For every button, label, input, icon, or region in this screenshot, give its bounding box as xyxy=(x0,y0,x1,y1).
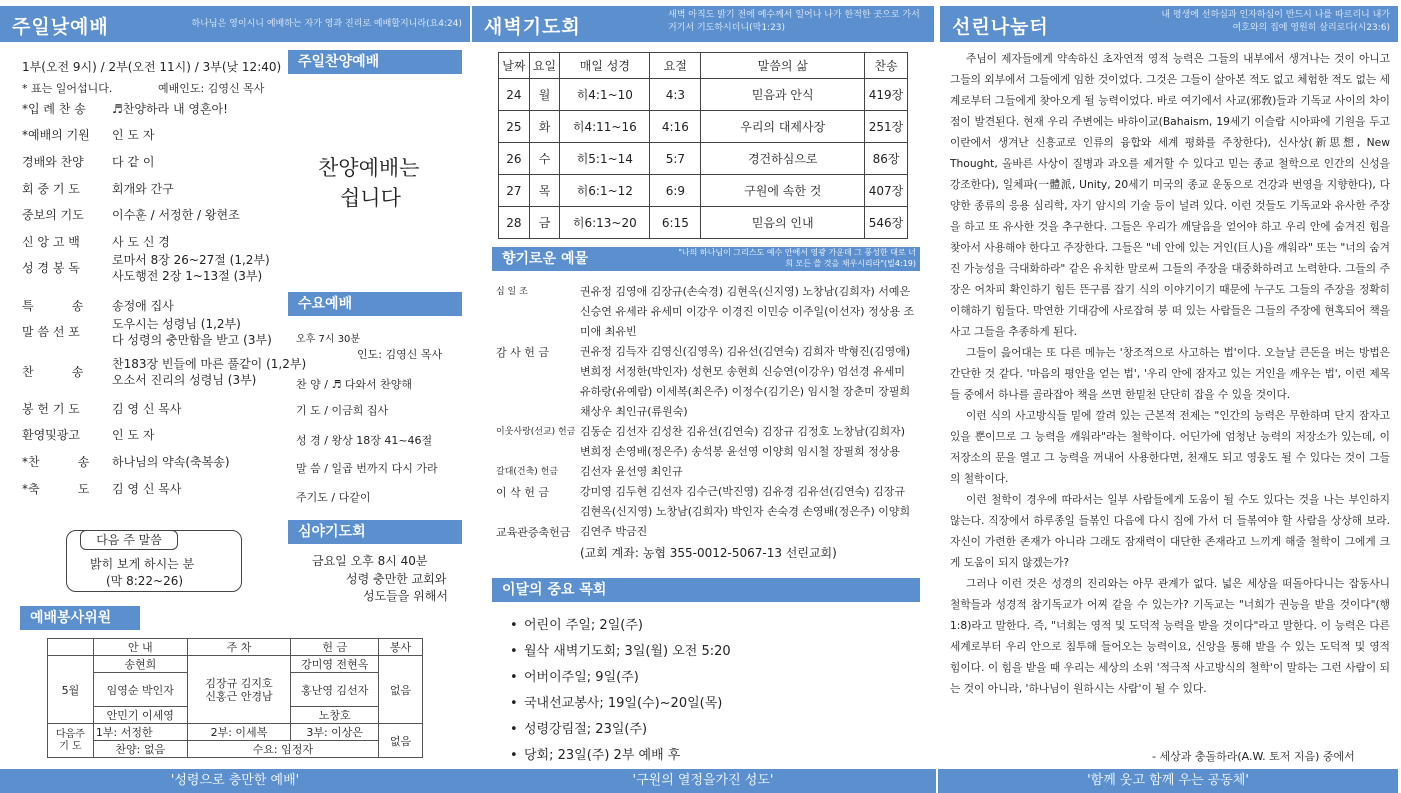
dawn-table-cell: 금 xyxy=(529,207,560,239)
committee-service: 없음 xyxy=(379,656,423,724)
night-prayer-line-3: 성도들을 위해서 xyxy=(363,589,448,603)
dawn-table-row xyxy=(499,79,908,111)
offering-label: 이웃사랑(선교) 헌금 xyxy=(496,427,576,437)
committee-guide-1: 송현희 xyxy=(93,656,187,673)
offering-names: 권유정 김영애 김장규(손숙경) 김현옥(신지영) 노창남(김희자) 서예은 신승연 유세라 유세미 이강우 이경진 이민승 이주일(이선자) 정상용 조미애 최유빈 xyxy=(580,285,915,338)
dawn-col-day: 요일 xyxy=(529,53,560,79)
essay-paragraph: 이런 식의 사고방식들 밑에 깔려 있는 근본적 전제는 "인간의 능력은 무한하며 단지 잠자고 있을 뿐이므로 그 능력을 깨워라"라는 철학이다. 어딘가에 엄청난 능력의 저장소가 있는데, 이 저장소의 문을 열고 그 능력을 꺼내어 사용한다면, 천재도 되고 영웅도 될 수 있다는 것이 그들의 철학이다. xyxy=(950,409,1390,485)
dawn-table-row xyxy=(499,111,908,143)
monthly-event-text: 어버이주일; 9일(주) xyxy=(524,670,639,685)
offering-verse: "나의 하나님이 그리스도 예수 안에서 영광 가운데 그 풍성한 대로 너희 모든 쓸 것을 채우시리라"(빌4:19) xyxy=(678,248,916,268)
dawn-prayer-verse: 새벽 아직도 밝기 전에 예수께서 일어나 나가 한적한 곳으로 가서 거기서 기도하시더니(막1:23) xyxy=(668,10,920,33)
dawn-table-cell: 월 xyxy=(529,79,560,111)
sunday-service-header xyxy=(0,6,470,42)
monthly-event-item xyxy=(510,744,680,763)
monthly-event-item xyxy=(510,640,731,659)
dawn-col-theme: 말씀의 삶 xyxy=(701,53,865,79)
dawn-table-cell: 5:7 xyxy=(650,143,701,175)
dawn-table-body xyxy=(499,79,908,239)
dawn-schedule-table xyxy=(498,52,908,239)
offering-label: 감 사 헌 금 xyxy=(496,346,549,359)
committee-offering-3: 노창호 xyxy=(291,707,379,724)
bullet-icon: • xyxy=(510,618,518,633)
night-prayer-line-2: 성령 충만한 교회와 xyxy=(346,572,447,586)
order-item-value: ♬찬양하라 내 영혼아! xyxy=(112,102,228,116)
dawn-col-reading: 매일 성경 xyxy=(560,53,650,79)
dawn-table-cell: 419장 xyxy=(865,79,908,111)
committee-header-parking: 주 차 xyxy=(187,639,291,656)
order-item-label: 중보의 기도 xyxy=(22,208,84,222)
monthly-event-item xyxy=(510,692,722,711)
next-week-sermon: 밝히 보게 하시는 분 xyxy=(90,557,195,571)
next-week-passage: (막 8:22~26) xyxy=(106,574,184,588)
dawn-table-cell: 28 xyxy=(499,207,530,239)
monthly-event-text: 어린이 주일; 2일(주) xyxy=(524,618,643,633)
committee-next-wed: 수요: 임정자 xyxy=(187,741,378,758)
committee-header-guide: 안 내 xyxy=(93,639,187,656)
wednesday-item: 찬 양 / ♬ 다와서 찬양해 xyxy=(296,378,413,391)
committee-guide-2: 임영순 박인자 xyxy=(93,673,187,707)
monthly-event-item xyxy=(510,666,639,685)
order-item-label: 신 앙 고 백 xyxy=(22,235,80,249)
order-item-value: 도우시는 성령님 (1,2부) xyxy=(112,317,241,331)
order-item-label: *축 도 xyxy=(22,482,90,496)
committee-parking: 김장규 김지호 신홍근 안경남 xyxy=(187,656,291,724)
offering-title: 향기로운 예물 xyxy=(502,251,589,267)
committee-offering-1: 강미영 전현옥 xyxy=(291,656,379,673)
dawn-table-cell: 히4:11~16 xyxy=(560,111,650,143)
dawn-table-cell: 26 xyxy=(499,143,530,175)
dawn-table-cell: 구원에 속한 것 xyxy=(701,175,865,207)
order-item-value: 김 영 신 목사 xyxy=(112,402,182,416)
footer-column-3: '함께 웃고 함께 우는 공동체' xyxy=(938,769,1398,793)
dawn-table-cell: 86장 xyxy=(865,143,908,175)
order-item-label: *예배의 기원 xyxy=(22,128,90,142)
bullet-icon: • xyxy=(510,722,518,737)
offering-label: 갈대(건축) 헌금 xyxy=(496,467,559,477)
dawn-table-cell: 화 xyxy=(529,111,560,143)
offering-names: 김선자 윤선영 최인규 xyxy=(580,465,683,478)
dawn-col-verse: 요절 xyxy=(650,53,701,79)
service-times: 1부(오전 9시) / 2부(오전 11시) / 3부(낮 12:40) xyxy=(22,60,282,74)
order-item-value-2: 다 성령의 충만함을 받고 (3부) xyxy=(112,333,272,347)
dawn-table-cell: 546장 xyxy=(865,207,908,239)
order-item-label: 봉 헌 기 도 xyxy=(22,402,80,416)
order-item-label: *입 례 찬 송 xyxy=(22,102,86,116)
sharing-header xyxy=(940,6,1398,42)
dawn-table-cell: 수 xyxy=(529,143,560,175)
offering-names: 김연주 박금진 xyxy=(580,525,648,538)
offering-names: 김동순 김선자 김성찬 김유선(김연숙) 김장규 김정호 노창남(김희자) 변희정 손영배(정은주) 송석봉 윤선영 이양희 임시철 장필희 정상용 xyxy=(580,425,906,458)
wednesday-item: 기 도 / 이금희 집사 xyxy=(296,404,389,417)
order-item-label: 말 씀 선 포 xyxy=(22,325,80,339)
order-item-value: 회개와 간구 xyxy=(112,182,174,196)
next-week-title: 다음 주 말씀 xyxy=(80,530,178,550)
order-item-value-2: 오소서 진리의 성령님 (3부) xyxy=(112,373,257,387)
offering-label: 이 삭 헌 금 xyxy=(496,486,549,499)
dawn-table-cell: 25 xyxy=(499,111,530,143)
monthly-event-item xyxy=(510,718,647,737)
order-item-value: 이수훈 / 서정한 / 왕현조 xyxy=(112,208,240,222)
offering-names: 강미영 김두현 김선자 김수근(박진영) 김유경 김유선(김연숙) 김장규 김현옥(신지영) 노창남(김희자) 박인자 손숙경 손영배(정은주) 이양희 xyxy=(580,485,911,518)
order-item-label: *찬 송 xyxy=(22,455,90,469)
order-item-value: 인 도 자 xyxy=(112,128,155,142)
dawn-table-cell: 믿음의 인내 xyxy=(701,207,865,239)
wednesday-leader: 인도: 김영신 목사 xyxy=(357,348,443,361)
order-item-label: 찬 송 xyxy=(22,365,84,379)
essay-paragraph: 주님이 제자들에게 약속하신 초자연적 영적 능력은 그들의 내부에서 생겨나는 것이 아니고 그들의 외부에서 그들에게 임한 것이었다. 그것은 그들이 살아본 적도 없고 체험한 적도 없는 세계로부터 그들에게 찾아오게 될 능력이었다. 바로 여기에서 사교(邪敎)들과 기독교 사이의 차이점이 발견된다. 현재 우리 주변에는 바하이교(Bahaism, 19세기 이슬람 시아파에 기원을 두고 이란에서 생겨난 신흥교로 인류의 융합와 세계 평화를 주창한다), 신사상(新思想, New Thought, 올바른 사상이 질병과 과오를 제거할 수 있다고 믿는 종교 철학으로 인간의 신성을 강조한다), 일체파(一體派, Unity, 20세기 미국의 종교 운동으로 건강과 번영을 지향한다), 다양한 종류의 응용 심리학, 자기 암시의 기술 등이 널려 있다. 이런 것들도 기독교와 유사한 주장을 하고 또 유사한 것을 추구한다. 그들은 우리가 깨달음을 얻어야 하고 우리 안에 숨겨진 힘을 찾아서 사용해야 한다고 주장한다. 그들은 "네 안에 있는 거인(巨人)을 깨워라" 또는 "너의 숨겨진 가능성을 극대화하라" 같은 유치한 말로써 그들의 주장을 대중화하려고 노력한다. 그들의 주장은 어차피 확인하기 힘든 뜬구름 잡기 식의 이야기이기 때문에 누구도 그들의 주장을 정확히 이해하기 힘들다. 막연한 기대감에 사로잡혀 붕 떠 있는 사람들은 그들의 주장에 현혹되어 책을 사고 그들을 추종하게 된다. xyxy=(950,52,1390,338)
committee-month: 5월 xyxy=(48,656,94,724)
committee-offering-2: 홍난영 김선자 xyxy=(291,673,379,707)
monthly-event-text: 월삭 새벽기도회; 3일(월) 오전 5:20 xyxy=(524,644,731,659)
praise-service-header: 주일찬양예배 xyxy=(288,50,462,74)
order-item-value: 찬183장 빈들에 마른 풀같이 (1,2부) xyxy=(112,357,307,371)
dawn-table-cell: 믿음과 안식 xyxy=(701,79,865,111)
order-item-value: 인 도 자 xyxy=(112,428,155,442)
essay-source: - 세상과 충돌하라(A.W. 토저 지음) 중에서 xyxy=(1152,750,1355,763)
footer-column-2: '구원의 열정을가진 성도' xyxy=(470,769,936,793)
order-item-label: 특 송 xyxy=(22,299,84,313)
essay-paragraph: 그들이 읊어대는 또 다른 메뉴는 '창조적으로 사고하는 법'이다. 오늘날 큰돈을 버는 방법은 간단한 것 같다. '마음의 평안을 얻는 법', '우리 안에 잠자고 있는 거인을 깨우는 법', 이런 제목들 중에서 하나를 골라잡아 책을 쓰면 한밑천 단단히 잡을 수 있을 것이다. xyxy=(950,346,1390,401)
committee-header: 예배봉사위원 xyxy=(20,606,140,630)
committee-header-offering: 헌 금 xyxy=(291,639,379,656)
bullet-icon: • xyxy=(510,644,518,659)
bullet-icon: • xyxy=(510,748,518,763)
dawn-table-cell: 히5:1~14 xyxy=(560,143,650,175)
sunday-service-verse: 하나님은 영이시니 예배하는 자가 영과 진리로 예배할지니라(요4:24) xyxy=(191,19,462,29)
order-item-value: 사 도 신 경 xyxy=(112,235,170,249)
committee-next-p2: 2부: 이세복 xyxy=(187,724,291,741)
essay-paragraph: 그러나 이런 것은 성경의 진리와는 아무 관계가 없다. 넓은 세상을 떠돌아다니는 잡동사니 철학들과 성경적 참기독교가 어찌 같을 수 있는가? 기독교는 "너희가 권능을 받을 것이다"(행 1:8)라고 말한다. 즉, "너희는 영적 및 도덕적 능력을 받을 것이다"라고 말한다. 이 능력은 다른 세계로부터 우리 안으로 침투해 들어오는 능력이요, 신앙을 통해 받을 수 있는 도덕적 및 영적 힘이다. 이 힘을 받을 때 우리는 세상의 소위 '적극적 사고방식의 철학'이 말하는 그런 사람이 되는 것이 아니라, '하나님이 원하시는 사람'이 될 수 있다. xyxy=(950,577,1390,695)
order-item-value: 다 같 이 xyxy=(112,155,155,169)
service-leader: 예배인도: 김영신 목사 xyxy=(158,82,265,95)
night-prayer-line-1: 금요일 오후 8시 40분 xyxy=(312,554,428,568)
dawn-table-cell: 6:15 xyxy=(650,207,701,239)
wednesday-time: 오후 7시 30분 xyxy=(296,334,361,345)
order-item-label: 경배와 찬양 xyxy=(22,155,84,169)
dawn-table-cell: 407장 xyxy=(865,175,908,207)
order-item-value-2: 사도행전 2장 1~13절 (3부) xyxy=(112,269,263,283)
dawn-prayer-title: 새벽기도회 xyxy=(484,16,581,38)
sharing-title: 선린나눔터 xyxy=(952,16,1049,38)
dawn-table-cell: 히6:13~20 xyxy=(560,207,650,239)
essay-body xyxy=(950,48,1390,699)
order-item-value: 김 영 신 목사 xyxy=(112,482,182,496)
wednesday-item: 주기도 / 다같이 xyxy=(296,491,371,504)
committee-next-p1: 1부: 서정한 xyxy=(93,724,187,741)
committee-guide-3: 안민기 이세영 xyxy=(93,707,187,724)
dawn-table-row xyxy=(499,143,908,175)
dawn-table-cell: 27 xyxy=(499,175,530,207)
sunday-service-title: 주일낮예배 xyxy=(12,16,109,38)
monthly-event-text: 당회; 23일(주) 2부 예배 후 xyxy=(524,748,681,763)
monthly-events-header: 이달의 중요 목회 xyxy=(492,578,920,602)
offering-label: 교육관증축헌금 xyxy=(496,526,571,539)
order-item-label: 환영및광고 xyxy=(22,428,80,442)
footer-column-1: '성령으로 충만한 예배' xyxy=(0,769,470,793)
dawn-table-cell: 4:3 xyxy=(650,79,701,111)
committee-table xyxy=(47,638,423,758)
essay-paragraph: 이런 철학이 경우에 따라서는 일부 사람들에게 도움이 될 수도 있다는 것을 나는 부인하지 않는다. 직장에서 하루종일 들볶인 다음에 다시 집에 가서 더 들볶여야 할 사람을 상상해 보라. 자신이 가련한 존재가 아니라 그래도 잠재력이 대단한 존재라고 느끼게 해줄 철학이 그에게 크게 도움이 되지 않겠는가? xyxy=(950,493,1390,569)
order-item-label: 성 경 봉 독 xyxy=(22,261,80,275)
sharing-verse: 내 평생에 선하심과 인자하심이 반드시 나를 따르리니 내가 여호와의 집에 영원히 살리로다(시23:6) xyxy=(1161,10,1390,33)
stand-note: * 표는 일어섭니다. xyxy=(22,82,113,95)
dawn-col-date: 날짜 xyxy=(499,53,530,79)
order-item-value: 송정애 집사 xyxy=(112,299,174,313)
dawn-table-cell: 4:16 xyxy=(650,111,701,143)
monthly-event-text: 성령강림절; 23일(주) xyxy=(524,722,648,737)
dawn-table-cell: 251장 xyxy=(865,111,908,143)
dawn-table-cell: 히6:1~12 xyxy=(560,175,650,207)
dawn-col-hymn: 찬송 xyxy=(865,53,908,79)
praise-message-1: 찬양예배는 xyxy=(318,156,420,180)
bullet-icon: • xyxy=(510,696,518,711)
dawn-table-row xyxy=(499,207,908,239)
order-item-value: 로마서 8장 26~27절 (1,2부) xyxy=(112,253,270,267)
offering-names: 권유정 김득자 김영신(김영옥) 김유선(김연숙) 김희자 박형진(김영애) 변희정 서정한(박인자) 성현모 송현희 신승연(이강우) 엄선경 유세미 유하랑(유예람) 이세복(최은주) 이정수(김기은) 임시철 장춘미 장필희 채상우 최인규(류원숙) xyxy=(580,345,911,418)
dawn-table-header-row xyxy=(499,53,908,79)
wednesday-item: 말 씀 / 일곱 번까지 다시 가라 xyxy=(296,462,438,475)
dawn-table-cell: 히4:1~10 xyxy=(560,79,650,111)
order-item-value: 하나님의 약속(축복송) xyxy=(112,455,230,469)
night-prayer-header: 심야기도회 xyxy=(288,520,462,544)
order-item-label: 회 중 기 도 xyxy=(22,182,80,196)
dawn-prayer-header xyxy=(472,6,934,42)
dawn-table-cell: 경건하심으로 xyxy=(701,143,865,175)
bullet-icon: • xyxy=(510,670,518,685)
dawn-table-row xyxy=(499,175,908,207)
committee-next-p3: 3부: 이상은 xyxy=(291,724,379,741)
dawn-table-cell: 목 xyxy=(529,175,560,207)
committee-next-praise: 찬양: 없음 xyxy=(93,741,187,758)
committee-next-service: 없음 xyxy=(379,724,423,758)
wednesday-item: 성 경 / 왕상 18장 41~46절 xyxy=(296,434,433,447)
committee-header-service: 봉사 xyxy=(379,639,423,656)
praise-message-2: 쉽니다 xyxy=(340,186,401,210)
wednesday-service-header: 수요예배 xyxy=(288,292,462,316)
dawn-table-cell: 6:9 xyxy=(650,175,701,207)
dawn-table-cell: 우리의 대제사장 xyxy=(701,111,865,143)
committee-next-label: 다음주 기 도 xyxy=(48,724,94,758)
offering-label: 십 일 조 xyxy=(496,287,528,297)
monthly-event-text: 국내선교봉사; 19일(수)~20일(목) xyxy=(524,696,723,711)
church-account: (교회 계좌: 농협 355-0012-5067-13 선린교회) xyxy=(580,546,837,560)
dawn-table-cell: 24 xyxy=(499,79,530,111)
monthly-event-item xyxy=(510,614,643,633)
